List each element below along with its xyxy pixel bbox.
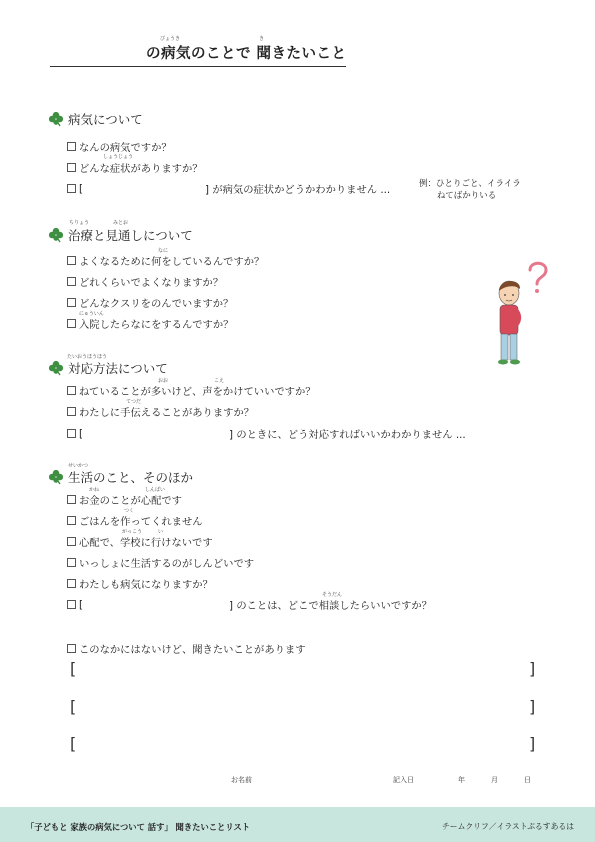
ruby-shinpai: しんぱい xyxy=(145,487,166,493)
answer-line-1-open: [ xyxy=(70,659,77,678)
title-underline xyxy=(50,66,346,67)
item-label: ごはんを作ってくれません xyxy=(79,516,203,528)
day-label: 日 xyxy=(524,776,531,784)
thinking-child-illustration xyxy=(490,258,552,368)
answer-line-2[interactable] xyxy=(84,700,524,720)
checkbox[interactable] xyxy=(67,142,76,151)
item-label: ] のときに、どう対応すればいいかわかりません ... xyxy=(229,429,466,441)
ruby-kane: かね xyxy=(89,487,100,493)
checklist-item[interactable] xyxy=(67,295,233,310)
ruby-seikatsu: せいかつ xyxy=(68,463,89,469)
clover-icon xyxy=(48,469,64,485)
checklist-item[interactable] xyxy=(67,555,254,570)
answer-line-1[interactable] xyxy=(84,662,524,682)
checklist-item[interactable] xyxy=(67,534,213,549)
title-ruby-byouki: びょうき xyxy=(160,36,181,42)
date-label: 記入日 xyxy=(393,776,414,784)
checkbox[interactable] xyxy=(67,644,76,653)
ruby-mitooshi: みとお xyxy=(113,220,129,226)
checkbox[interactable] xyxy=(67,600,76,609)
item-label: どんなクスリをのんでいますか？ xyxy=(79,298,234,310)
item-label: どれくらいでよくなりますか？ xyxy=(79,277,224,289)
section-heading-life xyxy=(48,468,193,486)
checkbox[interactable] xyxy=(67,429,76,438)
ruby-tsuku: つく xyxy=(124,508,135,514)
blank-open: [ xyxy=(79,427,84,440)
section-heading-treatment xyxy=(48,226,193,244)
ruby-chiryou: ちりょう xyxy=(69,220,90,226)
item-label: いっしょに生活するのがしんどいです xyxy=(79,558,255,570)
ruby-i: い xyxy=(158,529,164,535)
item-label: わたしも病気になりますか？ xyxy=(79,579,213,591)
checklist-item[interactable] xyxy=(67,404,254,419)
ruby-taiou: たいおうほうほう xyxy=(67,354,108,360)
checklist-item-fill-in[interactable] xyxy=(67,181,390,196)
section-heading-text: 病気について xyxy=(68,112,143,127)
free-question-item[interactable] xyxy=(67,641,306,656)
section-heading-text: 治療と見通しについて xyxy=(68,228,193,243)
ruby-shoujou: しょうじょう xyxy=(103,154,134,160)
item-label: よくなるために何をしているんですか？ xyxy=(79,256,265,268)
checkbox[interactable] xyxy=(67,407,76,416)
checklist-item[interactable] xyxy=(67,139,172,154)
answer-line-3-close: ] xyxy=(529,734,536,753)
ruby-koe: こえ xyxy=(214,378,225,384)
checkbox[interactable] xyxy=(67,298,76,307)
ruby-oo: おお xyxy=(158,378,169,384)
item-label: 入院したらなにをするんですか？ xyxy=(79,319,234,331)
item-label: 心配で、学校に行けないです xyxy=(79,537,213,549)
checklist-item-fill-in[interactable] xyxy=(67,426,466,441)
name-field[interactable] xyxy=(260,772,380,784)
example-note xyxy=(419,178,521,202)
answer-line-2-open: [ xyxy=(70,697,77,716)
checklist-item[interactable] xyxy=(67,316,233,331)
year-label: 年 xyxy=(458,776,465,784)
checklist-item[interactable] xyxy=(67,274,223,289)
answer-line-3[interactable] xyxy=(84,737,524,757)
clover-icon xyxy=(48,360,64,376)
ruby-gakkou: がっこう xyxy=(122,529,143,535)
blank-open: [ xyxy=(79,598,84,611)
checkbox[interactable] xyxy=(67,163,76,172)
ruby-soudan: そうだん xyxy=(322,592,343,598)
clover-icon xyxy=(48,111,64,127)
item-label: ねていることが多いけど、声をかけていいですか？ xyxy=(79,386,316,398)
checkbox[interactable] xyxy=(67,537,76,546)
footer-title: 「子どもと 家族の病気について 話す」 聞きたいことリスト xyxy=(26,822,251,832)
section-heading-text: 生活のこと、そのほか xyxy=(68,470,194,485)
page-title: の病気のことで 聞きたいこと xyxy=(146,46,347,62)
answer-line-2-close: ] xyxy=(529,697,536,716)
checkbox[interactable] xyxy=(67,184,76,193)
checkbox[interactable] xyxy=(67,277,76,286)
checkbox[interactable] xyxy=(67,516,76,525)
item-label: ] のことは、どこで相談したらいいですか？ xyxy=(229,600,432,612)
blank-open: [ xyxy=(79,182,84,195)
month-label: 月 xyxy=(491,776,498,784)
answer-line-3-open: [ xyxy=(70,734,77,753)
checkbox[interactable] xyxy=(67,558,76,567)
item-label: なんの病気ですか？ xyxy=(79,142,172,154)
section-heading-illness xyxy=(48,110,143,128)
clover-icon xyxy=(48,227,64,243)
checklist-item[interactable] xyxy=(67,492,182,507)
ruby-tetsuda: てつだ xyxy=(126,399,142,405)
checkbox[interactable] xyxy=(67,386,76,395)
example-line-1: 例：ひとりごと、イライラ xyxy=(419,179,521,189)
checkbox[interactable] xyxy=(67,256,76,265)
item-label: どんな症状がありますか？ xyxy=(79,163,203,175)
item-label: ] が病気の症状かどうかわかりません ... xyxy=(205,184,391,196)
checklist-item[interactable] xyxy=(67,513,203,528)
checklist-item-fill-in[interactable] xyxy=(67,597,432,612)
title-ruby-ki: き xyxy=(259,36,265,42)
checklist-item[interactable] xyxy=(67,253,264,268)
section-heading-text: 対応方法について xyxy=(68,361,168,376)
checkbox[interactable] xyxy=(67,319,76,328)
item-label: わたしに手伝えることがありますか？ xyxy=(79,407,255,419)
section-heading-response xyxy=(48,359,168,377)
footer-credit: チームクリフ／イラストぷるすあるは xyxy=(442,822,574,831)
item-label: このなかにはないけど、聞きたいことがあります xyxy=(79,644,306,656)
ruby-nani: なに xyxy=(158,248,169,254)
checklist-item[interactable] xyxy=(67,160,203,175)
checkbox[interactable] xyxy=(67,579,76,588)
checklist-item[interactable] xyxy=(67,383,316,398)
name-label: お名前 xyxy=(231,776,252,784)
example-line-2: ねてばかりいる xyxy=(437,191,497,201)
answer-line-1-close: ] xyxy=(529,659,536,678)
checklist-item[interactable] xyxy=(67,576,213,591)
checkbox[interactable] xyxy=(67,495,76,504)
item-label: お金のことが心配です xyxy=(79,495,182,507)
ruby-nyuuin: にゅういん xyxy=(79,311,104,317)
